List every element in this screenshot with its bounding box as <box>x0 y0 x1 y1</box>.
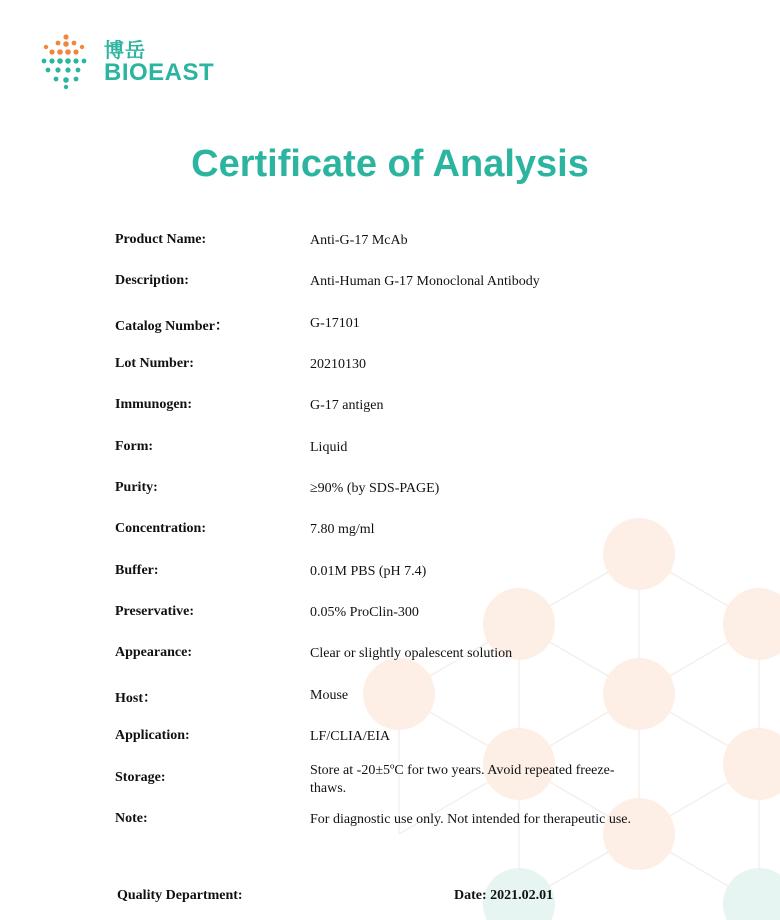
spec-value: Anti-Human G-17 Monoclonal Antibody <box>310 274 540 289</box>
spec-label: Form: <box>115 439 154 454</box>
spec-value: G-17101 <box>310 316 360 331</box>
spec-value: For diagnostic use only. Not intended for therapeutic use. <box>310 812 632 827</box>
spec-label: Purity: <box>115 480 158 495</box>
quality-department-label: Quality Department: <box>117 888 243 903</box>
spec-value: LF/CLIA/EIA <box>310 729 391 744</box>
logo-chinese-name: 博岳 <box>104 38 146 62</box>
spec-label: Preservative: <box>115 604 195 619</box>
spec-value: 20210130 <box>310 357 366 372</box>
spec-label: Host： <box>115 691 157 706</box>
spec-label: Storage: <box>115 770 166 785</box>
spec-label: Immunogen: <box>115 397 193 412</box>
spec-value: Liquid <box>310 440 348 455</box>
spec-label: Appearance: <box>115 645 192 660</box>
spec-label: Description: <box>115 273 189 288</box>
document-title: Certificate of Analysis <box>191 143 589 185</box>
spec-value: ≥90% (by SDS-PAGE) <box>310 481 440 496</box>
spec-value: Clear or slightly opalescent solution <box>310 646 513 661</box>
spec-label: Buffer: <box>115 563 159 578</box>
company-logo <box>38 33 218 93</box>
spec-value: Store at -20±5ºC for two years. Avoid repeated freeze-thaws. <box>310 763 615 796</box>
bioeast-dot-logo-icon <box>38 33 98 93</box>
spec-label: Lot Number: <box>115 356 194 371</box>
spec-value: 0.05% ProClin-300 <box>310 605 419 620</box>
spec-value: Mouse <box>310 688 349 703</box>
logo-company-name: BIOEAST <box>104 59 215 86</box>
spec-value: G-17 antigen <box>310 398 384 413</box>
spec-value: 7.80 mg/ml <box>310 522 375 537</box>
report-date: Date: 2021.02.01 <box>454 888 554 903</box>
spec-label: Application: <box>115 728 190 743</box>
spec-label: Concentration: <box>115 521 206 536</box>
spec-value: 0.01M PBS (pH 7.4) <box>310 564 427 579</box>
spec-label: Note: <box>115 811 148 826</box>
spec-label: Catalog Number： <box>115 319 229 334</box>
spec-value: Anti-G-17 McAb <box>310 233 408 248</box>
spec-label: Product Name: <box>115 232 207 247</box>
